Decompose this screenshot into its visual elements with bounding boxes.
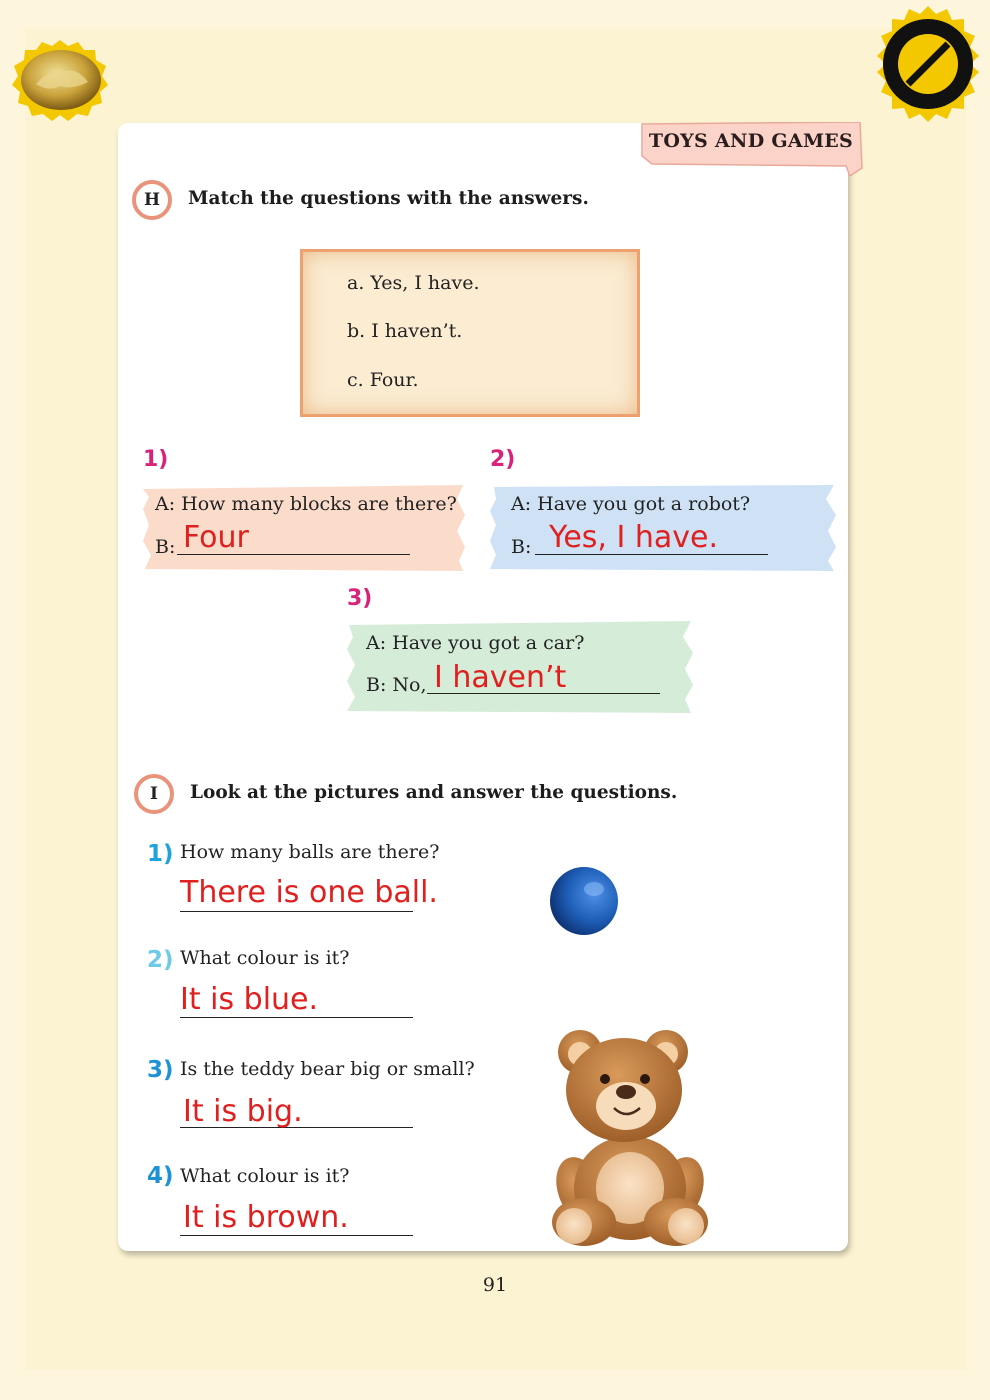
question-1-number: 1) bbox=[147, 841, 174, 867]
item-3-answer: I haven’t bbox=[434, 660, 567, 695]
question-1-answer: There is one ball. bbox=[180, 875, 438, 910]
option-b: b. I haven’t. bbox=[347, 320, 463, 342]
question-4-number: 4) bbox=[147, 1163, 174, 1189]
blue-ball-image bbox=[548, 865, 620, 937]
question-1-answer-line[interactable] bbox=[180, 911, 413, 912]
question-2-number: 2) bbox=[147, 947, 174, 973]
teddy-bear-image bbox=[540, 1024, 720, 1250]
question-4-answer: It is brown. bbox=[183, 1200, 349, 1235]
item-1-number: 1) bbox=[143, 447, 169, 472]
item-2-number: 2) bbox=[490, 447, 516, 472]
section-h-badge: H bbox=[132, 180, 172, 220]
question-4-answer-line[interactable] bbox=[180, 1235, 413, 1236]
question-3-answer: It is big. bbox=[183, 1094, 303, 1129]
question-3-text: Is the teddy bear big or small? bbox=[180, 1058, 475, 1080]
question-2-text: What colour is it? bbox=[180, 947, 350, 969]
section-i-title: Look at the pictures and answer the questions. bbox=[190, 782, 678, 803]
question-2-answer: It is blue. bbox=[180, 982, 319, 1017]
section-i-badge: I bbox=[134, 774, 174, 814]
item-2-answer: Yes, I have. bbox=[549, 520, 719, 555]
item-1-answer: Four bbox=[183, 520, 249, 555]
ribbon-label: TOYS AND GAMES bbox=[648, 130, 854, 152]
page-number: 91 bbox=[482, 1274, 508, 1296]
question-2-answer-line[interactable] bbox=[180, 1017, 413, 1018]
stamp-icon bbox=[868, 4, 988, 124]
option-c: c. Four. bbox=[347, 369, 419, 391]
item-3-number: 3) bbox=[347, 586, 373, 611]
answer-options-box bbox=[300, 249, 640, 417]
item-1-question: A: How many blocks are there? bbox=[155, 493, 457, 515]
gold-seal-icon bbox=[10, 38, 110, 122]
question-4-text: What colour is it? bbox=[180, 1165, 350, 1187]
item-3-question: A: Have you got a car? bbox=[366, 632, 585, 654]
item-1-prefix: B: bbox=[155, 536, 176, 558]
question-1-text: How many balls are there? bbox=[180, 841, 440, 863]
section-h-title: Match the questions with the answers. bbox=[188, 188, 589, 209]
option-a: a. Yes, I have. bbox=[347, 272, 480, 294]
item-3-prefix: B: No, bbox=[366, 674, 427, 696]
item-2-question: A: Have you got a robot? bbox=[511, 493, 751, 515]
question-3-number: 3) bbox=[147, 1057, 174, 1083]
item-2-prefix: B: bbox=[511, 536, 532, 558]
